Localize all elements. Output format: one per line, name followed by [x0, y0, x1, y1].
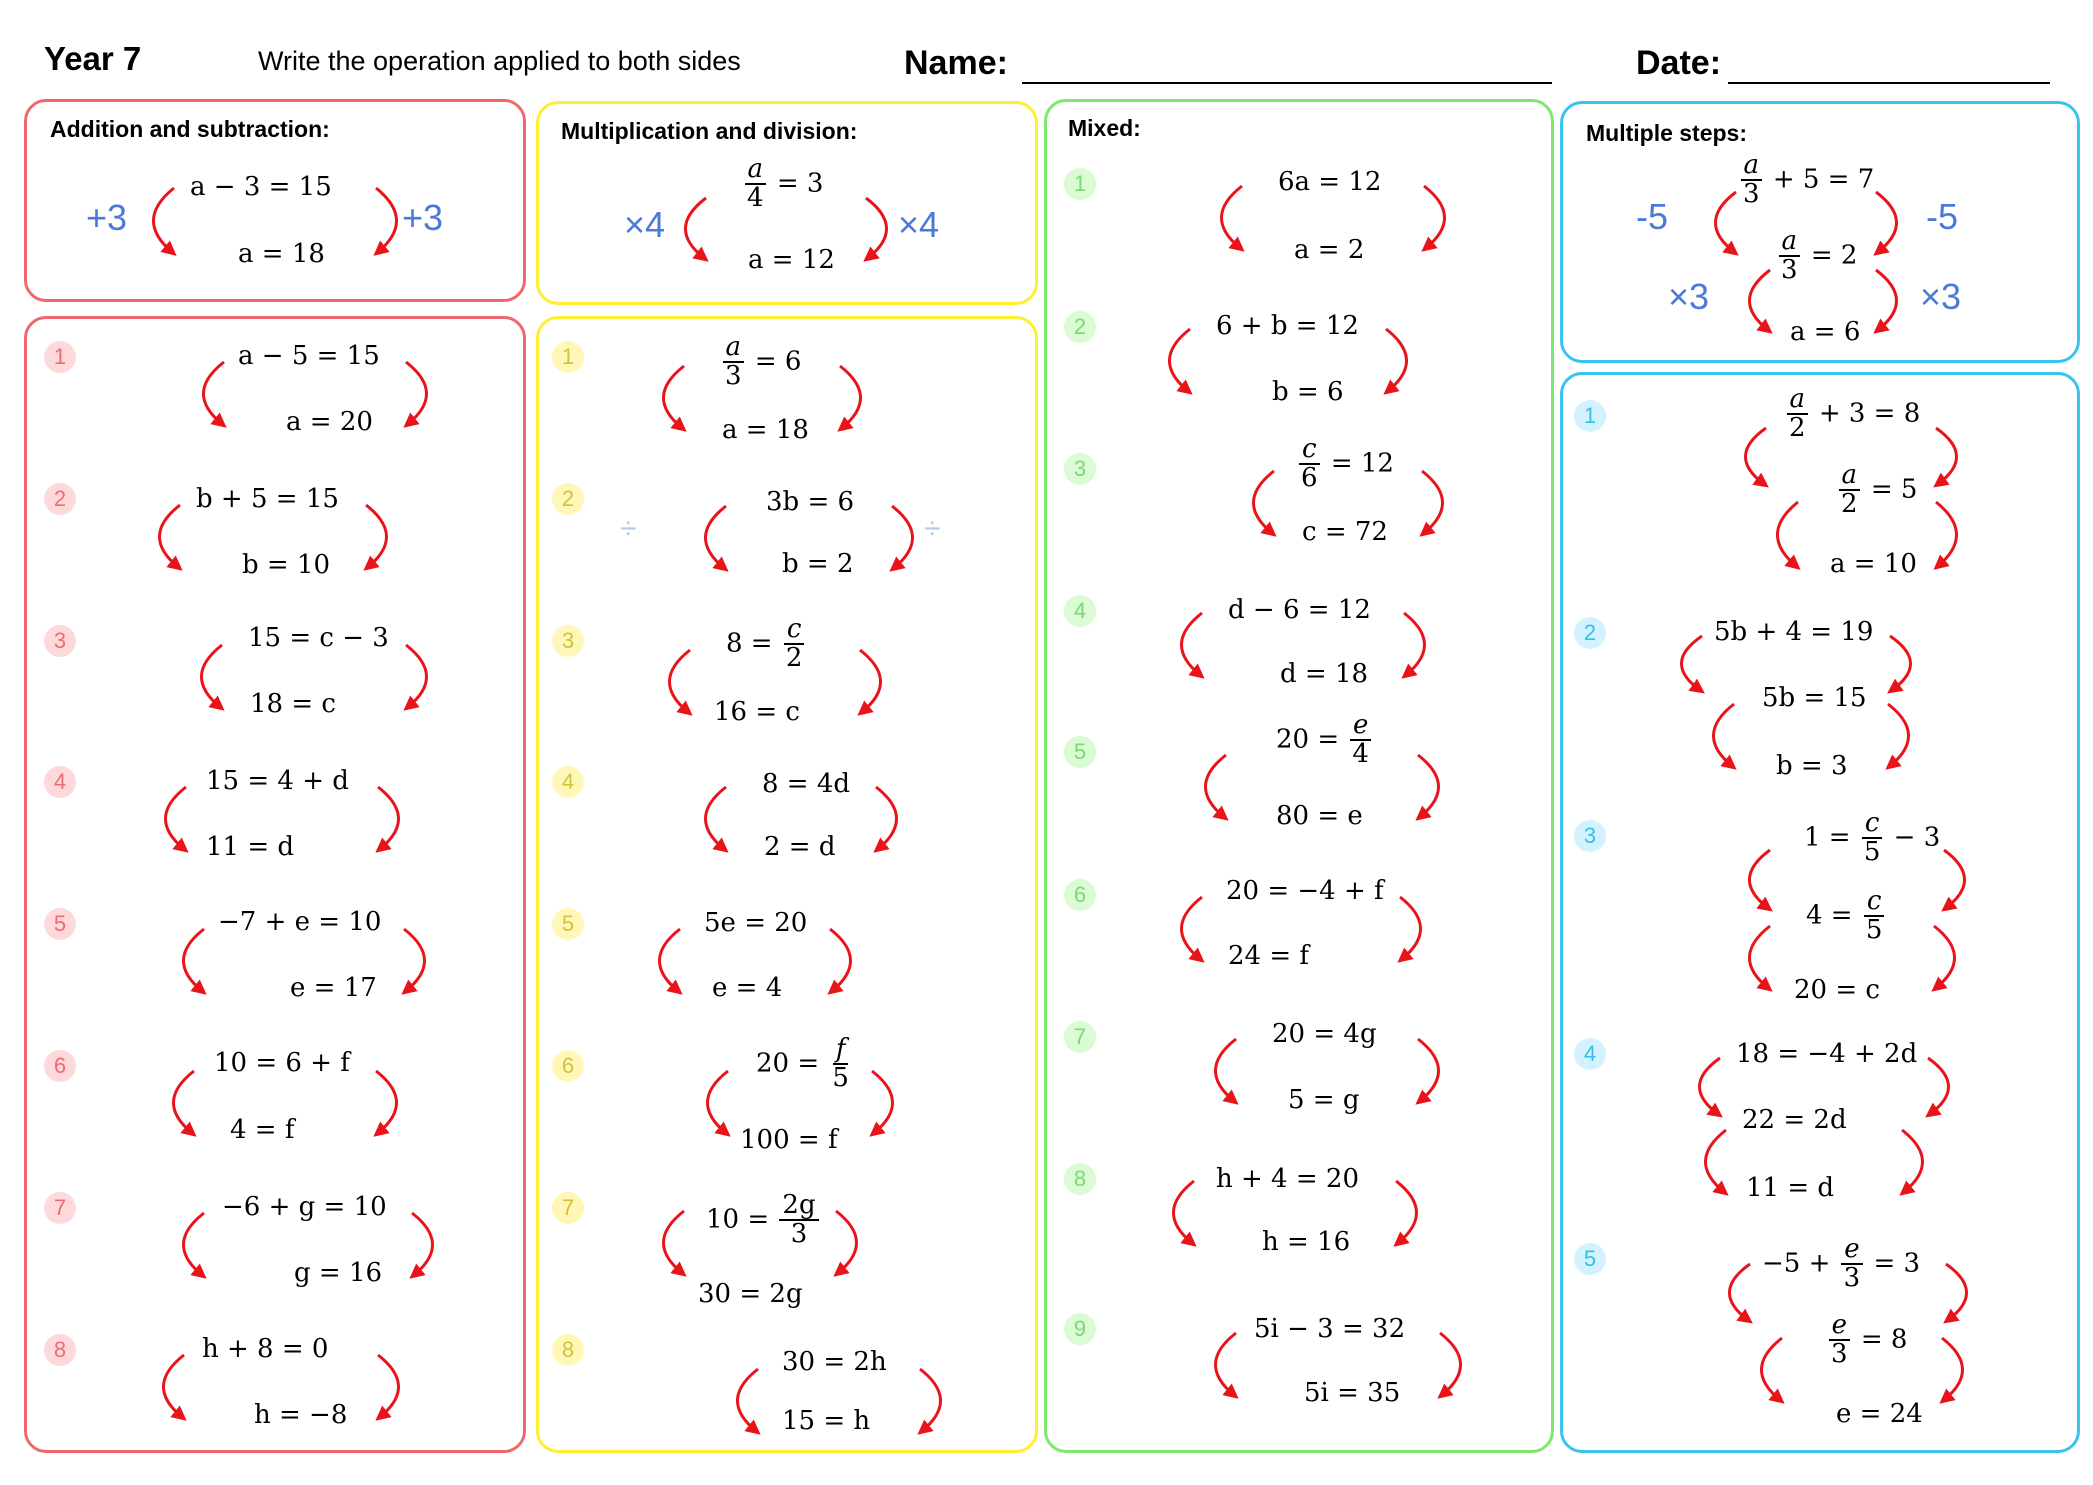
- muldiv-q3-top: 8 = $\frac{c}{2}$: [726, 614, 803, 674]
- muldiv-q3-bottom: 16 = c: [714, 697, 800, 727]
- multistep-example-line2: $\frac{a}{3}$ = 2: [1776, 228, 1857, 285]
- right-arrow-icon: [1440, 1333, 1461, 1395]
- multistep-example-line1: $\frac{a}{3}$ + 5 = 7: [1738, 152, 1874, 209]
- mixed-q6-top: 20 = −4 + f: [1226, 876, 1384, 906]
- multistep-q4-line2: 22 = 2d: [1742, 1105, 1847, 1135]
- left-arrow-icon: [1777, 502, 1798, 566]
- mixed-q2-bottom: b = 6: [1272, 377, 1344, 407]
- question-number: 1: [44, 341, 76, 373]
- multistep-example-line3: a = 6: [1790, 317, 1861, 347]
- muldiv-q1-top: $\frac{a}{3}$ = 6: [720, 334, 801, 391]
- right-arrow-icon: [1944, 850, 1965, 908]
- question-number: 6: [1064, 879, 1096, 911]
- left-arrow-icon: [1181, 897, 1202, 959]
- right-arrow-icon: [866, 198, 887, 258]
- addsub-title: Addition and subtraction:: [50, 116, 330, 142]
- left-arrow-icon: [663, 366, 684, 428]
- multistep-example-op2-left: ×3: [1668, 276, 1710, 317]
- left-arrow-icon: [705, 787, 726, 849]
- left-arrow-icon: [1221, 186, 1242, 248]
- left-arrow-icon: [1215, 1039, 1236, 1101]
- muldiv-q2-op-left: ÷: [620, 512, 637, 545]
- right-arrow-icon: [1422, 471, 1443, 533]
- question-number: 3: [552, 625, 584, 657]
- right-arrow-icon: [404, 929, 425, 991]
- question-number: 3: [44, 625, 76, 657]
- right-arrow-icon: [920, 1369, 941, 1431]
- right-arrow-icon: [892, 506, 913, 568]
- muldiv-q6-top: 20 = $\frac{f}{5}$: [756, 1034, 849, 1094]
- left-arrow-icon: [1681, 636, 1702, 690]
- addsub-q6-bottom: 4 = f: [230, 1115, 295, 1145]
- question-number: 8: [552, 1334, 584, 1366]
- right-arrow-icon: [376, 188, 397, 252]
- multistep-q4-line3: 11 = d: [1746, 1173, 1835, 1203]
- muldiv-q5-bottom: e = 4: [712, 973, 783, 1003]
- question-number: 5: [44, 908, 76, 940]
- question-number: 5: [1574, 1243, 1606, 1275]
- left-arrow-icon: [153, 188, 174, 252]
- right-arrow-icon: [376, 1071, 397, 1133]
- muldiv-example-op-left: ×4: [624, 204, 666, 245]
- multistep-example-op2-right: ×3: [1920, 276, 1962, 317]
- question-number: 2: [1064, 311, 1096, 343]
- left-arrow-icon: [1253, 471, 1274, 533]
- left-arrow-icon: [1705, 1130, 1726, 1192]
- muldiv-title: Multiplication and division:: [561, 118, 858, 144]
- left-arrow-icon: [663, 1211, 684, 1273]
- right-arrow-icon: [1942, 1338, 1963, 1400]
- question-number: 2: [552, 483, 584, 515]
- multistep-q1-line2: $\frac{a}{2}$ = 5: [1836, 462, 1917, 519]
- right-arrow-icon: [366, 505, 387, 567]
- addsub-example-bottom: a = 18: [238, 239, 325, 269]
- muldiv-q4-top: 8 = 4d: [762, 769, 851, 799]
- question-number: 4: [1064, 595, 1096, 627]
- addsub-q2-bottom: b = 10: [242, 550, 331, 580]
- left-arrow-icon: [1173, 1181, 1194, 1243]
- question-number: 7: [44, 1192, 76, 1224]
- right-arrow-icon: [1946, 1264, 1967, 1320]
- right-arrow-icon: [1396, 1181, 1417, 1243]
- left-arrow-icon: [659, 929, 680, 991]
- question-number: 6: [552, 1050, 584, 1082]
- mixed-q1-bottom: a = 2: [1294, 235, 1365, 265]
- question-number: 1: [552, 341, 584, 373]
- right-arrow-icon: [1928, 1058, 1949, 1114]
- multistep-q3-line1: 1 = $\frac{c}{5}$ − 3: [1804, 808, 1941, 868]
- muldiv-q5-top: 5e = 20: [704, 908, 808, 938]
- mixed-q3-bottom: c = 72: [1302, 517, 1388, 547]
- addsub-q8-top: h + 8 = 0: [202, 1334, 329, 1364]
- addsub-q6-top: 10 = 6 + f: [214, 1048, 350, 1078]
- muldiv-q2-top: 3b = 6: [766, 487, 855, 517]
- question-number: 2: [44, 483, 76, 515]
- left-arrow-icon: [737, 1369, 758, 1431]
- right-arrow-icon: [1888, 704, 1909, 766]
- addsub-q8-bottom: h = −8: [254, 1400, 348, 1430]
- question-number: 8: [1064, 1163, 1096, 1195]
- addsub-q4-bottom: 11 = d: [206, 832, 295, 862]
- muldiv-example-top: $\frac{a}{4}$ = 3: [742, 156, 823, 213]
- right-arrow-icon: [1936, 428, 1957, 484]
- right-arrow-icon: [378, 1355, 399, 1417]
- muldiv-q4-bottom: 2 = d: [764, 832, 836, 862]
- addsub-q1-top: a − 5 = 15: [238, 341, 380, 371]
- multistep-title: Multiple steps:: [1586, 120, 1748, 146]
- multistep-q2-line1: 5b + 4 = 19: [1714, 617, 1874, 647]
- name-label: Name:: [904, 44, 1008, 82]
- left-arrow-icon: [1181, 613, 1202, 675]
- right-arrow-icon: [1386, 329, 1407, 391]
- multistep-q5-line2: $\frac{e}{3}$ = 8: [1826, 1312, 1907, 1369]
- left-arrow-icon: [705, 506, 726, 568]
- left-arrow-icon: [1699, 1058, 1720, 1114]
- right-arrow-icon: [876, 787, 897, 849]
- multistep-q3-line3: 20 = c: [1794, 975, 1880, 1005]
- left-arrow-icon: [1715, 192, 1736, 252]
- addsub-example-top: a − 3 = 15: [190, 172, 332, 202]
- question-number: 9: [1064, 1313, 1096, 1345]
- left-arrow-icon: [159, 505, 180, 567]
- muldiv-q6-bottom: 100 = f: [740, 1125, 838, 1155]
- left-arrow-icon: [1749, 270, 1770, 330]
- right-arrow-icon: [836, 1211, 857, 1273]
- right-arrow-icon: [406, 645, 427, 707]
- left-arrow-icon: [1749, 926, 1770, 988]
- mixed-q8-bottom: h = 16: [1262, 1227, 1351, 1257]
- question-number: 4: [552, 766, 584, 798]
- left-arrow-icon: [1713, 704, 1734, 766]
- right-arrow-icon: [412, 1213, 433, 1275]
- mixed-q4-top: d − 6 = 12: [1228, 595, 1371, 625]
- question-number: 2: [1574, 617, 1606, 649]
- left-arrow-icon: [1215, 1333, 1236, 1395]
- year-label: Year 7: [44, 40, 142, 77]
- right-arrow-icon: [1890, 636, 1911, 690]
- muldiv-q2-op-right: ÷: [924, 512, 941, 545]
- addsub-example-op-left: +3: [86, 197, 128, 238]
- left-arrow-icon: [1749, 850, 1770, 908]
- right-arrow-icon: [1418, 1039, 1439, 1101]
- multistep-example-op1-left: -5: [1636, 196, 1669, 237]
- multistep-q3-line2: 4 = $\frac{c}{5}$: [1806, 886, 1883, 946]
- multistep-q2-line3: b = 3: [1776, 751, 1848, 781]
- multistep-q5-line1: −5 + $\frac{e}{3}$ = 3: [1762, 1234, 1921, 1294]
- addsub-q3-bottom: 18 = c: [250, 689, 336, 719]
- left-arrow-icon: [183, 929, 204, 991]
- instruction-text: Write the operation applied to both sides: [258, 46, 741, 76]
- right-arrow-icon: [378, 787, 399, 849]
- muldiv-q7-bottom: 30 = 2g: [698, 1279, 803, 1309]
- question-number: 1: [1064, 168, 1096, 200]
- muldiv-q8-bottom: 15 = h: [782, 1406, 871, 1436]
- left-arrow-icon: [1745, 428, 1766, 484]
- muldiv-q7-top: 10 = $\frac{2g}{3}$: [706, 1192, 821, 1249]
- right-arrow-icon: [1404, 613, 1425, 675]
- right-arrow-icon: [872, 1071, 893, 1133]
- mixed-q7-top: 20 = 4g: [1272, 1019, 1377, 1049]
- muldiv-q8-top: 30 = 2h: [782, 1347, 887, 1377]
- multistep-q1-line3: a = 10: [1830, 549, 1917, 579]
- mixed-title: Mixed:: [1068, 115, 1141, 141]
- mixed-q6-bottom: 24 = f: [1228, 941, 1310, 971]
- muldiv-example-bottom: a = 12: [748, 245, 835, 275]
- right-arrow-icon: [860, 650, 881, 712]
- left-arrow-icon: [201, 645, 222, 707]
- mixed-q1-top: 6a = 12: [1278, 167, 1382, 197]
- addsub-q2-top: b + 5 = 15: [196, 484, 339, 514]
- right-arrow-icon: [1936, 502, 1957, 566]
- right-arrow-icon: [1876, 270, 1897, 330]
- multistep-q4-line1: 18 = −4 + 2d: [1736, 1039, 1918, 1069]
- question-number: 6: [44, 1050, 76, 1082]
- mixed-q7-bottom: 5 = g: [1288, 1085, 1360, 1115]
- right-arrow-icon: [840, 366, 861, 428]
- question-number: 7: [1064, 1021, 1096, 1053]
- mixed-q9-top: 5i − 3 = 32: [1254, 1314, 1406, 1344]
- multistep-example-op1-right: -5: [1926, 196, 1959, 237]
- left-arrow-icon: [1761, 1338, 1782, 1400]
- right-arrow-icon: [830, 929, 851, 991]
- question-number: 4: [44, 766, 76, 798]
- mixed-q3-top: $\frac{c}{6}$ = 12: [1296, 436, 1394, 493]
- addsub-q3-top: 15 = c − 3: [248, 623, 389, 653]
- right-arrow-icon: [1876, 192, 1897, 252]
- left-arrow-icon: [707, 1071, 728, 1133]
- left-arrow-icon: [685, 198, 706, 258]
- right-arrow-icon: [1934, 926, 1955, 988]
- mixed-q5-top: 20 = $\frac{e}{4}$: [1276, 712, 1374, 769]
- addsub-q1-bottom: a = 20: [286, 407, 373, 437]
- left-arrow-icon: [1205, 755, 1226, 817]
- question-number: 4: [1574, 1038, 1606, 1070]
- left-arrow-icon: [163, 1355, 184, 1417]
- left-arrow-icon: [669, 650, 690, 712]
- addsub-q7-top: −6 + g = 10: [222, 1192, 387, 1222]
- multistep-q2-line2: 5b = 15: [1762, 683, 1867, 713]
- question-number: 3: [1064, 453, 1096, 485]
- left-arrow-icon: [173, 1071, 194, 1133]
- multistep-q1-line1: $\frac{a}{2}$ + 3 = 8: [1784, 386, 1920, 443]
- question-number: 5: [552, 908, 584, 940]
- right-arrow-icon: [1424, 186, 1445, 248]
- right-arrow-icon: [1400, 897, 1421, 959]
- date-label: Date:: [1636, 44, 1722, 82]
- mixed-q8-top: h + 4 = 20: [1216, 1164, 1359, 1194]
- muldiv-q1-bottom: a = 18: [722, 415, 809, 445]
- question-number: 1: [1574, 400, 1606, 432]
- addsub-q4-top: 15 = 4 + d: [206, 766, 349, 796]
- left-arrow-icon: [165, 787, 186, 849]
- mixed-q5-bottom: 80 = e: [1276, 801, 1363, 831]
- left-arrow-icon: [1729, 1264, 1750, 1320]
- mixed-q9-bottom: 5i = 35: [1304, 1378, 1401, 1408]
- left-arrow-icon: [183, 1213, 204, 1275]
- mixed-q4-bottom: d = 18: [1280, 659, 1369, 689]
- left-arrow-icon: [1169, 329, 1190, 391]
- question-number: 7: [552, 1192, 584, 1224]
- question-number: 5: [1064, 736, 1096, 768]
- right-arrow-icon: [1418, 755, 1439, 817]
- addsub-q7-bottom: g = 16: [294, 1258, 383, 1288]
- addsub-q5-top: −7 + e = 10: [218, 907, 382, 937]
- addsub-example-op-right: +3: [402, 197, 444, 238]
- mixed-q2-top: 6 + b = 12: [1216, 311, 1359, 341]
- muldiv-q2-bottom: b = 2: [782, 549, 854, 579]
- addsub-q5-bottom: e = 17: [290, 973, 377, 1003]
- question-number: 8: [44, 1334, 76, 1366]
- multistep-q5-line3: e = 24: [1836, 1399, 1923, 1429]
- question-number: 3: [1574, 820, 1606, 852]
- muldiv-example-op-right: ×4: [898, 204, 940, 245]
- right-arrow-icon: [1902, 1130, 1923, 1192]
- right-arrow-icon: [406, 362, 427, 424]
- left-arrow-icon: [203, 362, 224, 424]
